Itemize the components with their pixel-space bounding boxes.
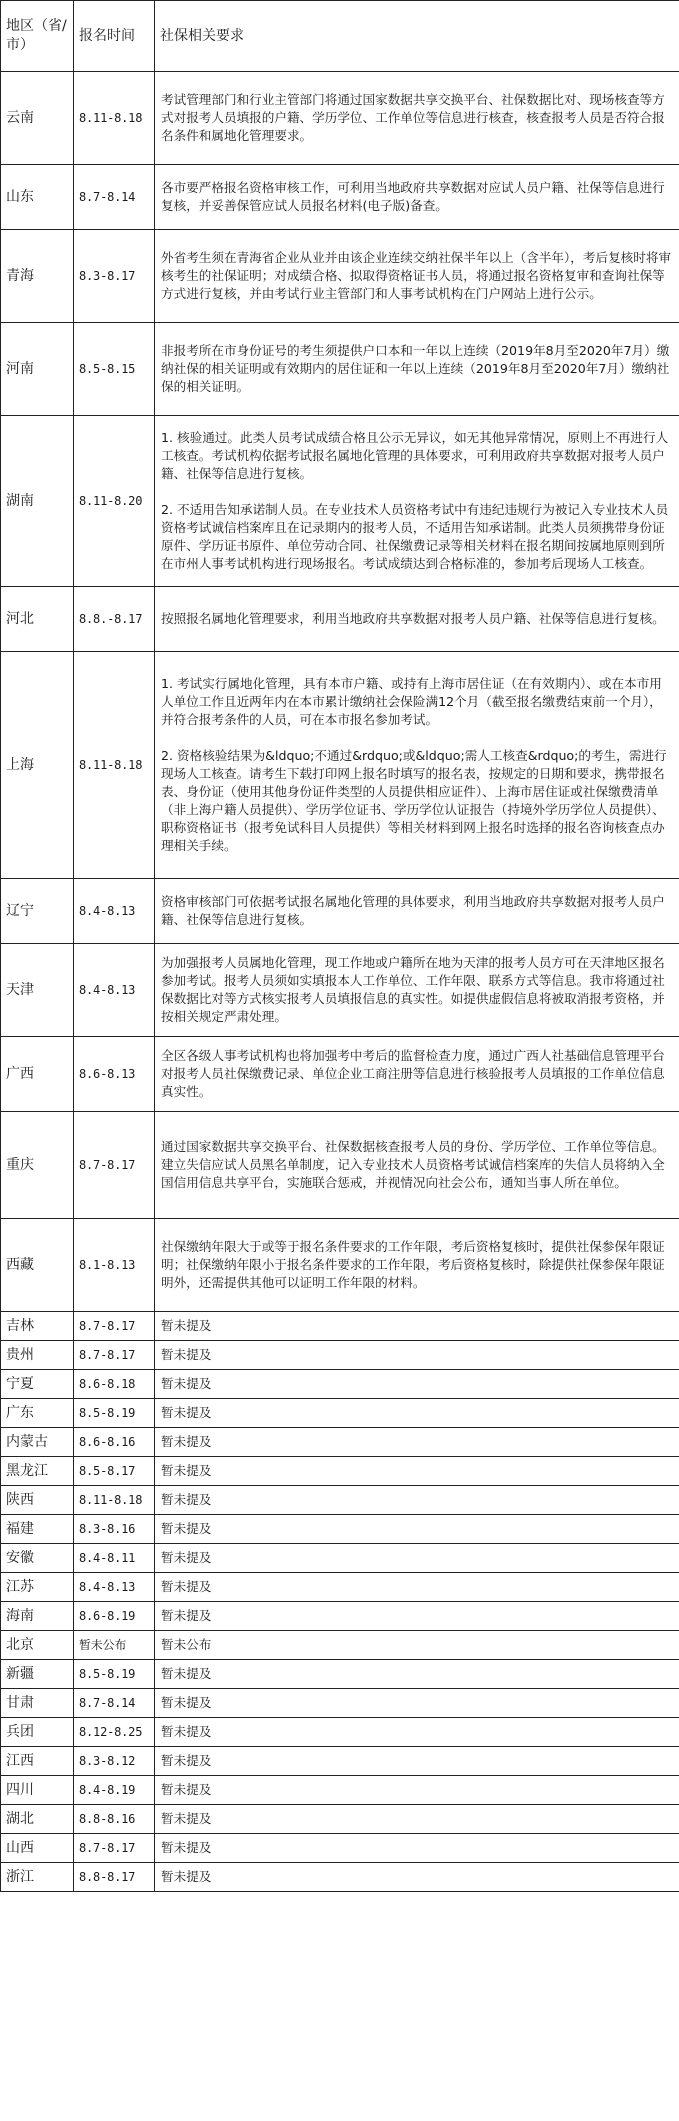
requirement-paragraph: 暂未提及 — [161, 1521, 212, 1536]
requirement-paragraph: 2. 资格核验结果为&ldquo;不通过&rdquo;或&ldquo;需人工核查&rdquo;的考生，需进行现场人工核查。请考生下载打印网上报名时填写的报名表，按规定的日期和要求，携带报名表、身份证（使用其他身份证件类型的人员提供相应证件）、上海市居住证或社保缴费清单（非上海户籍人员提供）、学历学位证书、学历学位认证报告（持境外学历学位人员提供）、职称资格证书（报考免试科目人员提供）等相关材料到网上报名时选择的报名咨询核查点办理相关手续。 — [161, 748, 667, 853]
region-cell: 湖南 — [1, 416, 74, 587]
requirement-paragraph: 暂未提及 — [161, 1840, 212, 1855]
registration-date-cell: 8.3-8.12 — [74, 1747, 155, 1776]
registration-date-cell: 8.6-8.16 — [74, 1428, 155, 1457]
registration-date-cell: 8.11-8.18 — [74, 1486, 155, 1515]
requirement-paragraph: 全区各级人事考试机构也将加强考中考后的监督检查力度，通过广西人社基础信息管理平台对报考人员社保缴费记录、单位企业工商注册等信息进行核验报考人员填报的工作单位信息真实性。 — [161, 1048, 665, 1099]
region-cell: 福建 — [1, 1515, 74, 1544]
requirement-cell — [155, 1747, 679, 1776]
requirement-cell — [155, 1428, 679, 1457]
requirement-paragraph: 暂未提及 — [161, 1753, 212, 1768]
registration-date-cell: 8.1-8.13 — [74, 1219, 155, 1312]
region-cell: 吉林 — [1, 1312, 74, 1341]
region-cell: 浙江 — [1, 1863, 74, 1892]
table-row — [1, 1515, 679, 1544]
region-cell: 山东 — [1, 165, 74, 230]
requirement-cell — [155, 1486, 679, 1515]
region-cell: 青海 — [1, 230, 74, 323]
region-cell: 甘肃 — [1, 1689, 74, 1718]
region-cell: 江苏 — [1, 1573, 74, 1602]
requirement-cell — [155, 879, 679, 944]
table-row — [1, 1863, 679, 1892]
registration-date-cell: 8.8-8.16 — [74, 1805, 155, 1834]
table-row — [1, 1341, 679, 1370]
table-row — [1, 1660, 679, 1689]
requirement-paragraph: 暂未提及 — [161, 1811, 212, 1826]
registration-date-cell: 8.6-8.13 — [74, 1037, 155, 1112]
registration-date-cell: 8.7-8.14 — [74, 1689, 155, 1718]
region-cell: 新疆 — [1, 1660, 74, 1689]
table-row — [1, 416, 679, 587]
requirement-paragraph: 暂未提及 — [161, 1608, 212, 1623]
registration-date-cell: 8.8.-8.17 — [74, 587, 155, 652]
requirement-cell — [155, 1602, 679, 1631]
requirement-cell — [155, 323, 679, 416]
region-cell: 广西 — [1, 1037, 74, 1112]
region-cell: 云南 — [1, 72, 74, 165]
requirement-paragraph: 暂未公布 — [161, 1637, 212, 1652]
registration-date-cell: 8.5-8.15 — [74, 323, 155, 416]
registration-date-cell: 8.3-8.16 — [74, 1515, 155, 1544]
region-cell: 四川 — [1, 1776, 74, 1805]
registration-date-cell: 8.5-8.19 — [74, 1660, 155, 1689]
requirement-cell — [155, 652, 679, 879]
table-row — [1, 879, 679, 944]
table-row — [1, 1457, 679, 1486]
table-row — [1, 323, 679, 416]
requirement-cell — [155, 1399, 679, 1428]
requirement-paragraph: 暂未提及 — [161, 1434, 212, 1449]
requirement-cell — [155, 1341, 679, 1370]
region-cell: 重庆 — [1, 1112, 74, 1219]
requirement-paragraph: 按照报名属地化管理要求，利用当地政府共享数据对报考人员户籍、社保等信息进行复核。 — [161, 611, 665, 626]
table-row — [1, 1573, 679, 1602]
registration-date-cell: 8.5-8.19 — [74, 1399, 155, 1428]
registration-date-cell: 8.4-8.13 — [74, 879, 155, 944]
requirement-paragraph: 各市要严格报名资格审核工作，可利用当地政府共享数据对应试人员户籍、社保等信息进行复核，并妥善保管应试人员报名材料(电子版)备查。 — [161, 180, 665, 213]
region-cell: 辽宁 — [1, 879, 74, 944]
table-row — [1, 944, 679, 1037]
requirement-cell — [155, 1037, 679, 1112]
requirement-paragraph: 1. 核验通过。此类人员考试成绩合格且公示无异议，如无其他异常情况，原则上不再进行人工核查。考试机构依据考试报名属地化管理的具体要求，可利用政府共享数据对报考人员户籍、社保等信息进行复核。 — [161, 430, 669, 481]
region-cell: 陕西 — [1, 1486, 74, 1515]
registration-date-cell: 8.11-8.20 — [74, 416, 155, 587]
table-row — [1, 1776, 679, 1805]
region-cell: 海南 — [1, 1602, 74, 1631]
requirement-paragraph: 考试管理部门和行业主管部门将通过国家数据共享交换平台、社保数据比对、现场核查等方式对报考人员填报的户籍、学历学位、工作单位等信息进行核查，核查报考人员是否符合报名条件和属地化管理要求。 — [161, 92, 665, 143]
region-cell: 上海 — [1, 652, 74, 879]
region-cell: 安徽 — [1, 1544, 74, 1573]
requirement-paragraph: 暂未提及 — [161, 1405, 212, 1420]
table-row — [1, 165, 679, 230]
requirement-paragraph: 暂未提及 — [161, 1463, 212, 1478]
table-header-row — [1, 1, 679, 72]
registration-date-cell: 8.4-8.11 — [74, 1544, 155, 1573]
requirement-cell — [155, 1863, 679, 1892]
header-region: 地区（省/市） — [1, 1, 74, 72]
table-row — [1, 1112, 679, 1219]
requirement-paragraph: 暂未提及 — [161, 1376, 212, 1391]
requirement-cell — [155, 1457, 679, 1486]
requirement-cell — [155, 1515, 679, 1544]
registration-date-cell: 8.7-8.17 — [74, 1112, 155, 1219]
requirement-cell — [155, 1660, 679, 1689]
table-row — [1, 652, 679, 879]
table-row — [1, 1631, 679, 1660]
registration-date-cell: 8.4-8.13 — [74, 1573, 155, 1602]
registration-date-cell: 8.11-8.18 — [74, 652, 155, 879]
requirement-paragraph: 通过国家数据共享交换平台、社保数据核查报考人员的身份、学历学位、工作单位等信息。建立失信应试人员黑名单制度，记入专业技术人员资格考试诚信档案库的失信人员将纳入全国信用信息共享平台，实施联合惩戒，并视情况向社会公布，通知当事人所在单位。 — [161, 1139, 665, 1190]
region-cell: 宁夏 — [1, 1370, 74, 1399]
requirement-paragraph: 为加强报考人员属地化管理，现工作地或户籍所在地为天津的报考人员方可在天津地区报名参加考试。报考人员须如实填报本人工作单位、工作年限、联系方式等信息。我市将通过社保数据比对等方式核实报考人员填报信息的真实性。如提供虚假信息将被取消报考资格，并按相关规定严肃处理。 — [161, 955, 665, 1024]
requirement-cell — [155, 1718, 679, 1747]
requirement-cell — [155, 230, 679, 323]
table-row — [1, 1399, 679, 1428]
requirement-cell — [155, 416, 679, 587]
requirement-cell — [155, 1776, 679, 1805]
table-row — [1, 1219, 679, 1312]
table-row — [1, 1747, 679, 1776]
table-row — [1, 1312, 679, 1341]
requirement-cell — [155, 1805, 679, 1834]
header-date: 报名时间 — [74, 1, 155, 72]
table-row — [1, 1805, 679, 1834]
requirement-paragraph: 暂未提及 — [161, 1695, 212, 1710]
requirement-cell — [155, 587, 679, 652]
region-cell: 河北 — [1, 587, 74, 652]
table-row — [1, 1602, 679, 1631]
registration-date-cell: 8.4-8.19 — [74, 1776, 155, 1805]
requirement-paragraph: 暂未提及 — [161, 1782, 212, 1797]
registration-date-cell: 8.6-8.19 — [74, 1602, 155, 1631]
table-row — [1, 587, 679, 652]
table-row — [1, 1718, 679, 1747]
region-cell: 湖北 — [1, 1805, 74, 1834]
region-cell: 广东 — [1, 1399, 74, 1428]
registration-date-cell: 8.7-8.17 — [74, 1312, 155, 1341]
requirement-cell — [155, 1573, 679, 1602]
table-row — [1, 1370, 679, 1399]
region-cell: 山西 — [1, 1834, 74, 1863]
requirement-paragraph: 暂未提及 — [161, 1347, 212, 1362]
registration-date-cell: 8.12-8.25 — [74, 1718, 155, 1747]
registration-date-cell: 8.5-8.17 — [74, 1457, 155, 1486]
requirement-paragraph: 暂未提及 — [161, 1492, 212, 1507]
table-row — [1, 1486, 679, 1515]
region-cell: 北京 — [1, 1631, 74, 1660]
requirement-paragraph: 暂未提及 — [161, 1579, 212, 1594]
requirement-cell — [155, 165, 679, 230]
region-cell: 天津 — [1, 944, 74, 1037]
requirement-cell — [155, 1544, 679, 1573]
requirement-paragraph: 暂未提及 — [161, 1666, 212, 1681]
requirement-paragraph: 暂未提及 — [161, 1724, 212, 1739]
requirement-paragraph: 2. 不适用告知承诺制人员。在专业技术人员资格考试中有违纪违规行为被记入专业技术人员资格考试诚信档案库且在记录期内的报考人员，不适用告知承诺制。此类人员须携带身份证原件、学历证书原件、单位劳动合同、社保缴费记录等相关材料在报名期间按属地原则到所在市州人事考试机构进行现场报名。考试成绩达到合格标准的，参加考后现场人工核查。 — [161, 502, 669, 571]
requirement-cell — [155, 1312, 679, 1341]
requirement-cell — [155, 1834, 679, 1863]
registration-date-cell: 8.8-8.17 — [74, 1863, 155, 1892]
requirement-paragraph: 社保缴纳年限大于或等于报名条件要求的工作年限，考后资格复核时，提供社保参保年限证明；社保缴纳年限小于报名条件要求的工作年限，考后资格复核时，除提供社保参保年限证明外，还需提供其他可以证明工作年限的材料。 — [161, 1239, 665, 1290]
requirement-cell — [155, 1631, 679, 1660]
requirement-cell — [155, 1689, 679, 1718]
header-requirement: 社保相关要求 — [155, 1, 679, 72]
table-row — [1, 1689, 679, 1718]
requirement-cell — [155, 944, 679, 1037]
table-row — [1, 230, 679, 323]
requirement-paragraph: 外省考生须在青海省企业从业并由该企业连续交纳社保半年以上（含半年），考后复核时将审核考生的社保证明；对成绩合格、拟取得资格证书人员，将通过报名资格复审和查询社保等方式进行复核，并由考试行业主管部门和人事考试机构在门户网站上进行公示。 — [161, 250, 672, 301]
requirement-paragraph: 1. 考试实行属地化管理，具有本市户籍、或持有上海市居住证（在有效期内）、或在本市用人单位工作且近两年内在本市累计缴纳社会保险满12个月（截至报名缴费结束前一个月），并符合报考条件的人员，可在本市报名参加考试。 — [161, 676, 662, 727]
registration-date-cell: 8.7-8.14 — [74, 165, 155, 230]
registration-date-cell: 暂未公布 — [74, 1631, 155, 1660]
requirement-paragraph: 非报考所在市身份证号的考生须提供户口本和一年以上连续（2019年8月至2020年7月）缴纳社保的相关证明或有效期内的居住证和一年以上连续（2019年8月至2020年7月）缴纳社保的相关证明。 — [161, 343, 670, 394]
region-cell: 黑龙江 — [1, 1457, 74, 1486]
table-row — [1, 1428, 679, 1457]
region-cell: 兵团 — [1, 1718, 74, 1747]
requirement-cell — [155, 1219, 679, 1312]
paragraph-gap — [161, 729, 673, 747]
region-cell: 内蒙古 — [1, 1428, 74, 1457]
table-body — [1, 72, 679, 1892]
table-row — [1, 1544, 679, 1573]
table-row — [1, 72, 679, 165]
requirement-cell — [155, 1370, 679, 1399]
paragraph-gap — [161, 483, 673, 501]
region-cell: 西藏 — [1, 1219, 74, 1312]
region-cell: 河南 — [1, 323, 74, 416]
region-cell: 贵州 — [1, 1341, 74, 1370]
requirement-paragraph: 资格审核部门可依据考试报名属地化管理的具体要求，利用当地政府共享数据对报考人员户籍、社保等信息进行复核。 — [161, 894, 665, 927]
table-row — [1, 1037, 679, 1112]
requirement-paragraph: 暂未提及 — [161, 1318, 212, 1333]
requirement-paragraph: 暂未提及 — [161, 1550, 212, 1565]
registration-date-cell: 8.3-8.17 — [74, 230, 155, 323]
requirement-cell — [155, 72, 679, 165]
requirement-cell — [155, 1112, 679, 1219]
registration-date-cell: 8.6-8.18 — [74, 1370, 155, 1399]
registration-date-cell: 8.4-8.13 — [74, 944, 155, 1037]
requirement-paragraph: 暂未提及 — [161, 1869, 212, 1884]
registration-date-cell: 8.7-8.17 — [74, 1341, 155, 1370]
table-row — [1, 1834, 679, 1863]
registration-date-cell: 8.7-8.17 — [74, 1834, 155, 1863]
region-cell: 江西 — [1, 1747, 74, 1776]
registration-date-cell: 8.11-8.18 — [74, 72, 155, 165]
